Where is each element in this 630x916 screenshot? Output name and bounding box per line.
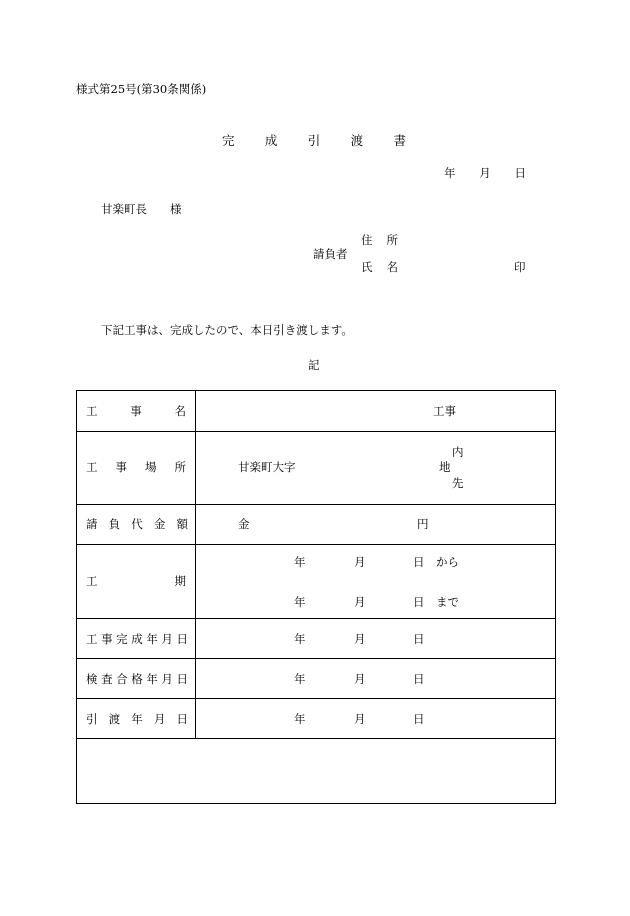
label-completion-date bbox=[86, 634, 188, 646]
title-char: 成 bbox=[264, 133, 278, 148]
period-end-year: 年 bbox=[294, 595, 306, 609]
label-char: 所 bbox=[174, 460, 186, 474]
intro-text: 下記工事は、完成したので、本日引き渡します。 bbox=[101, 323, 353, 337]
column-divider bbox=[195, 391, 196, 739]
period-start-day: 日 bbox=[413, 555, 425, 569]
address-char: 住 bbox=[361, 233, 373, 247]
label-char: 工 bbox=[86, 574, 98, 588]
label-char: 年 bbox=[146, 632, 158, 646]
label-char: 場 bbox=[145, 460, 157, 474]
handover-year: 年 bbox=[294, 712, 306, 726]
document-title bbox=[222, 135, 406, 148]
address-label bbox=[361, 235, 398, 247]
construction-name-value: 工事 bbox=[433, 404, 456, 418]
site-suffix-ahead: 先 bbox=[452, 476, 464, 490]
label-char: 年 bbox=[146, 672, 158, 686]
label-char: 完 bbox=[116, 632, 128, 646]
row-divider bbox=[77, 544, 555, 545]
address-char: 所 bbox=[386, 233, 398, 247]
label-char: 請 bbox=[86, 517, 98, 531]
title-char: 渡 bbox=[350, 133, 364, 148]
title-char: 完 bbox=[222, 133, 235, 148]
site-suffix-inside: 内 bbox=[452, 445, 464, 459]
label-char: 事 bbox=[115, 460, 127, 474]
contractor-label: 請負者 bbox=[313, 247, 348, 261]
seal-mark: 印 bbox=[514, 260, 526, 274]
label-char: 月 bbox=[153, 712, 166, 726]
label-char: 日 bbox=[176, 712, 188, 726]
ki-heading: 記 bbox=[308, 358, 320, 372]
inspection-month: 月 bbox=[354, 672, 366, 686]
handover-month: 月 bbox=[354, 712, 366, 726]
label-char: 名 bbox=[174, 404, 186, 418]
label-char: 月 bbox=[161, 672, 173, 686]
period-end-month: 月 bbox=[354, 595, 366, 609]
label-char: 成 bbox=[131, 632, 143, 646]
row-divider bbox=[77, 698, 555, 699]
inspection-year: 年 bbox=[294, 672, 306, 686]
row-divider bbox=[77, 658, 555, 659]
label-char: 合 bbox=[116, 672, 128, 686]
label-construction-name bbox=[86, 406, 186, 418]
label-char: 渡 bbox=[108, 712, 121, 726]
date-day: 日 bbox=[514, 166, 526, 180]
completion-table bbox=[76, 390, 556, 804]
label-char: 負 bbox=[108, 517, 121, 531]
label-char: 格 bbox=[131, 672, 143, 686]
label-char: 日 bbox=[176, 632, 188, 646]
label-char: 引 bbox=[86, 712, 98, 726]
period-start-month: 月 bbox=[354, 555, 366, 569]
label-handover-date bbox=[86, 714, 188, 726]
name-label bbox=[361, 262, 398, 274]
label-char: 査 bbox=[101, 672, 113, 686]
period-end-suffix: まで bbox=[436, 595, 459, 609]
title-char: 書 bbox=[393, 133, 406, 148]
row-divider bbox=[77, 618, 555, 619]
date-year: 年 bbox=[444, 166, 456, 180]
document-date bbox=[444, 168, 526, 180]
site-suffix-ground: 地 bbox=[439, 460, 451, 474]
date-month: 月 bbox=[479, 166, 491, 180]
label-inspection-date bbox=[86, 674, 188, 686]
row-divider bbox=[77, 738, 555, 739]
period-start-year: 年 bbox=[294, 555, 306, 569]
label-char: 金 bbox=[153, 517, 166, 531]
label-char: 日 bbox=[176, 672, 188, 686]
label-char: 月 bbox=[161, 632, 173, 646]
label-char: 事 bbox=[130, 404, 142, 418]
form-number: 様式第25号(第30条関係) bbox=[76, 82, 207, 96]
handover-day: 日 bbox=[413, 712, 425, 726]
label-char: 検 bbox=[86, 672, 98, 686]
site-place-value: 甘楽町大字 bbox=[238, 460, 296, 474]
label-char: 額 bbox=[176, 517, 188, 531]
completion-day: 日 bbox=[413, 632, 425, 646]
row-divider bbox=[77, 431, 555, 432]
name-char: 氏 bbox=[361, 260, 373, 274]
label-construction-site bbox=[86, 462, 186, 474]
amount-yen: 円 bbox=[417, 517, 429, 531]
label-char: 年 bbox=[131, 712, 143, 726]
period-end-day: 日 bbox=[413, 595, 425, 609]
label-char: 事 bbox=[101, 632, 113, 646]
completion-month: 月 bbox=[354, 632, 366, 646]
label-char: 工 bbox=[86, 460, 98, 474]
row-divider bbox=[77, 504, 555, 505]
label-char: 工 bbox=[86, 404, 98, 418]
period-start-suffix: から bbox=[436, 555, 459, 569]
label-char: 代 bbox=[131, 517, 143, 531]
label-construction-period bbox=[86, 576, 186, 588]
label-contract-amount bbox=[86, 519, 188, 531]
label-char: 工 bbox=[86, 632, 98, 646]
name-char: 名 bbox=[386, 260, 398, 274]
amount-kin: 金 bbox=[238, 517, 250, 531]
title-char: 引 bbox=[307, 133, 321, 148]
inspection-day: 日 bbox=[413, 672, 425, 686]
completion-year: 年 bbox=[294, 632, 306, 646]
addressee: 甘楽町長 様 bbox=[101, 202, 182, 216]
label-char: 期 bbox=[174, 574, 186, 588]
